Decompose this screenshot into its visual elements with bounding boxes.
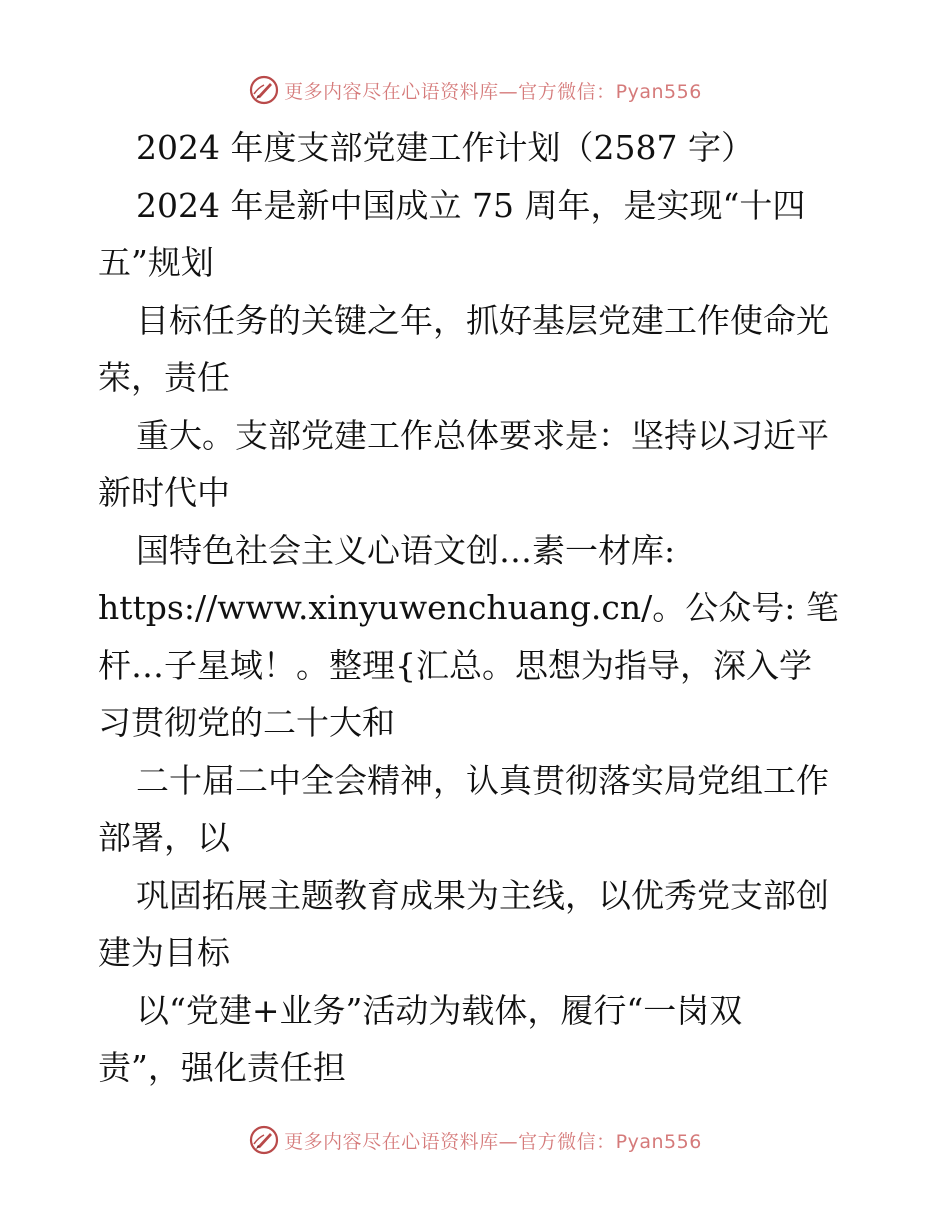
doc-line: 建为目标 — [98, 933, 230, 972]
header-watermark-text: 更多内容尽在心语资料库—官方微信：Pyan556 — [284, 80, 702, 103]
doc-line: 荣，责任 — [98, 358, 230, 397]
quill-logo-icon — [248, 1124, 280, 1156]
doc-line: 五”规划 — [98, 243, 214, 282]
document-body — [98, 119, 868, 1097]
doc-line: 目标任务的关键之年，抓好基层党建工作使命光 — [136, 300, 829, 340]
doc-line: 习贯彻党的二十大和 — [98, 703, 395, 742]
doc-line: 以“党建+业务”活动为载体，履行“一岗双 — [136, 990, 743, 1030]
header-watermark-banner — [0, 70, 950, 110]
doc-line: 新时代中 — [98, 473, 230, 512]
footer-watermark-banner — [0, 1120, 950, 1160]
doc-line: 巩固拓展主题教育成果为主线，以优秀党支部创 — [136, 875, 829, 915]
footer-watermark-text: 更多内容尽在心语资料库—官方微信：Pyan556 — [284, 1130, 702, 1153]
doc-line: 杆…子星域！。整理{汇总。思想为指导，深入学 — [98, 645, 812, 685]
doc-line: 2024 年是新中国成立 75 周年，是实现“十四 — [136, 185, 806, 225]
doc-line: https://www.xinyuwenchuang.cn/。公众号: 笔 — [98, 588, 839, 627]
quill-logo-icon — [248, 74, 280, 106]
doc-line: 二十届二中全会精神，认真贯彻落实局党组工作 — [136, 760, 829, 800]
doc-line: 责”，强化责任担 — [98, 1048, 346, 1087]
doc-line: 部署，以 — [98, 818, 230, 857]
doc-line: 重大。支部党建工作总体要求是：坚持以习近平 — [136, 415, 829, 455]
doc-line: 国特色社会主义心语文创…素一材库: — [136, 530, 676, 570]
doc-title: 2024 年度支部党建工作计划（2587 字） — [136, 128, 754, 167]
